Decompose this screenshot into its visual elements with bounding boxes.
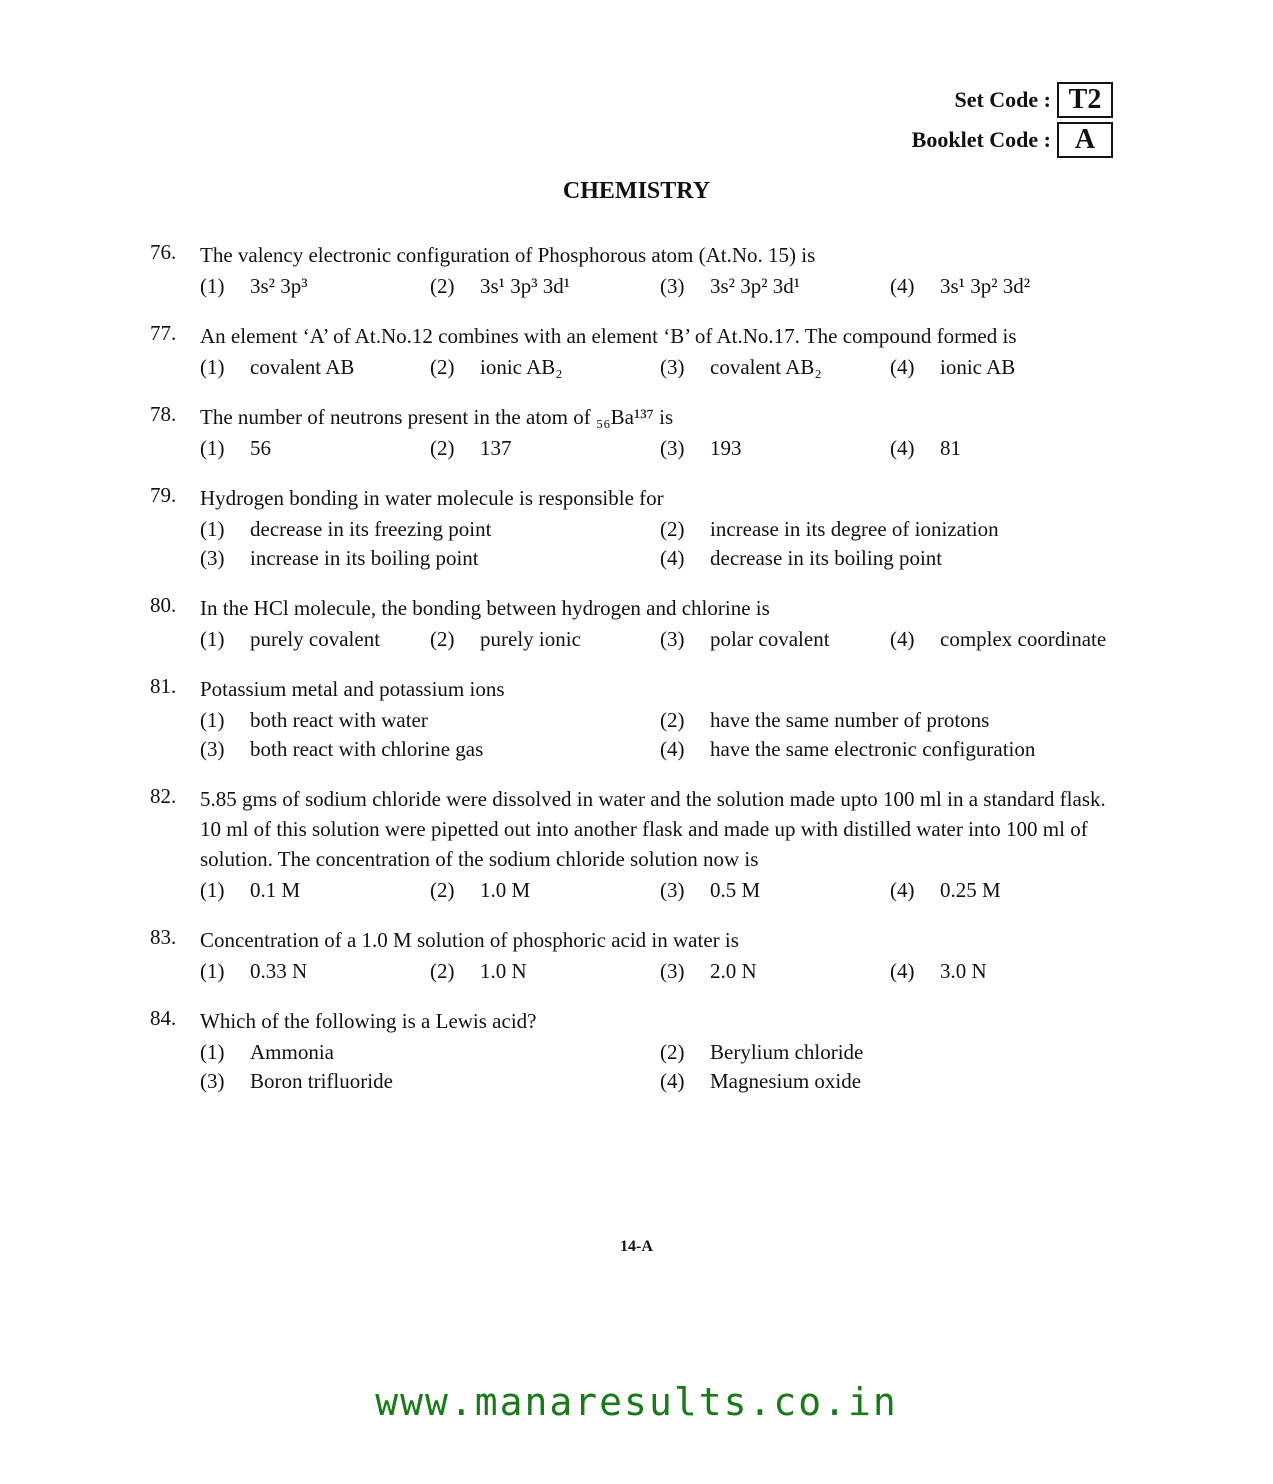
option-number: (1) <box>200 627 225 651</box>
question-text: Potassium metal and potassium ions <box>200 677 505 701</box>
answer-option[interactable] <box>200 878 430 903</box>
option-number: (2) <box>430 627 455 651</box>
code-block <box>912 82 1113 162</box>
option-text: 81 <box>940 436 961 460</box>
option-text: Ammonia <box>250 1040 334 1064</box>
answer-option[interactable] <box>660 1040 1120 1065</box>
question-head <box>150 402 1120 432</box>
answer-option[interactable] <box>200 1040 660 1065</box>
question-number: 84. <box>150 1006 177 1030</box>
option-text: 1.0 N <box>480 959 527 983</box>
option-text: have the same number of protons <box>710 708 990 732</box>
answer-option[interactable] <box>200 546 660 571</box>
question-head <box>150 593 1120 623</box>
question-number: 78. <box>150 402 177 426</box>
question-head <box>150 321 1120 351</box>
set-code-box: T2 <box>1057 82 1113 118</box>
answer-option[interactable] <box>660 546 1120 571</box>
option-text: 3s² 3p³ <box>250 274 308 298</box>
booklet-code-label: Booklet Code : <box>911 127 1051 152</box>
option-text: complex coordinate <box>940 627 1107 651</box>
answer-option[interactable] <box>430 959 660 984</box>
option-list <box>200 1040 1120 1094</box>
option-text: polar covalent <box>710 627 830 651</box>
option-text: both react with chlorine gas <box>250 737 484 761</box>
option-number: (1) <box>200 708 225 732</box>
set-code-row <box>912 82 1113 118</box>
answer-option[interactable] <box>200 708 660 733</box>
answer-option[interactable] <box>200 959 430 984</box>
option-text: decrease in its freezing point <box>250 517 492 541</box>
option-number: (4) <box>890 878 915 902</box>
option-number: (3) <box>200 1069 225 1093</box>
option-number: (2) <box>660 517 685 541</box>
question-head <box>150 1006 1120 1036</box>
option-text: 0.25 M <box>940 878 1001 902</box>
answer-option[interactable] <box>200 627 430 652</box>
option-text: decrease in its boiling point <box>710 546 943 570</box>
answer-option[interactable] <box>660 959 890 984</box>
option-list <box>200 959 1120 984</box>
answer-option[interactable] <box>660 627 890 652</box>
question-text: Which of the following is a Lewis acid? <box>200 1009 537 1033</box>
option-number: (3) <box>660 274 685 298</box>
question-number: 80. <box>150 593 177 617</box>
option-list <box>200 627 1120 652</box>
question-item <box>150 483 1120 571</box>
option-number: (4) <box>890 627 915 651</box>
option-number: (1) <box>200 274 225 298</box>
question-item <box>150 784 1120 903</box>
question-number: 79. <box>150 483 177 507</box>
option-number: (1) <box>200 436 225 460</box>
answer-option[interactable] <box>200 436 430 461</box>
option-text: 1.0 M <box>480 878 531 902</box>
option-number: (2) <box>660 708 685 732</box>
answer-option[interactable] <box>660 737 1120 762</box>
option-text: ionic AB₂ <box>480 355 563 379</box>
set-code-label: Set Code : <box>954 87 1051 112</box>
option-text: purely ionic <box>480 627 581 651</box>
option-list <box>200 708 1120 762</box>
question-head <box>150 925 1120 955</box>
question-number: 77. <box>150 321 177 345</box>
question-text: 5.85 gms of sodium chloride were dissolved in water and the solution made upto 100 ml in a standard flask. 10 ml of this solution were pipetted out into another flask and made up with distilled water into 100 ml of solution. The concentration of the sodium chloride solution now is <box>200 787 1106 871</box>
answer-option[interactable] <box>660 436 890 461</box>
question-text: Concentration of a 1.0 M solution of phosphoric acid in water is <box>200 928 739 952</box>
option-number: (1) <box>200 517 225 541</box>
answer-option[interactable] <box>430 627 660 652</box>
option-number: (1) <box>200 878 225 902</box>
option-number: (3) <box>660 355 685 379</box>
answer-option[interactable] <box>890 878 1120 903</box>
question-text: The valency electronic configuration of Phosphorous atom (At.No. 15) is <box>200 243 816 267</box>
option-number: (4) <box>890 355 915 379</box>
option-number: (1) <box>200 355 225 379</box>
question-item <box>150 1006 1120 1094</box>
question-head <box>150 483 1120 513</box>
option-text: 3.0 N <box>940 959 987 983</box>
option-text: 137 <box>480 436 512 460</box>
answer-option[interactable] <box>890 627 1120 652</box>
option-number: (2) <box>430 878 455 902</box>
option-list <box>200 878 1120 903</box>
question-head <box>150 784 1120 874</box>
option-text: 2.0 N <box>710 959 757 983</box>
option-number: (4) <box>890 274 915 298</box>
option-text: Magnesium oxide <box>710 1069 862 1093</box>
option-number: (4) <box>660 546 685 570</box>
question-item <box>150 674 1120 762</box>
option-text: have the same electronic configuration <box>710 737 1036 761</box>
option-number: (4) <box>660 737 685 761</box>
option-list <box>200 355 1120 380</box>
subject-title: CHEMISTRY <box>562 178 711 204</box>
option-number: (3) <box>660 627 685 651</box>
question-head <box>150 240 1120 270</box>
option-text: 3s¹ 3p³ 3d¹ <box>480 274 571 298</box>
option-text: purely covalent <box>250 627 381 651</box>
answer-option[interactable] <box>890 274 1120 299</box>
question-item <box>150 240 1120 299</box>
answer-option[interactable] <box>430 355 660 380</box>
question-number: 83. <box>150 925 177 949</box>
booklet-code-box: A <box>1057 122 1113 158</box>
option-number: (2) <box>430 355 455 379</box>
answer-option[interactable] <box>660 355 890 380</box>
question-text: The number of neutrons present in the atom of ₅₆Ba¹³⁷ is <box>200 405 674 429</box>
option-text: Berylium chloride <box>710 1040 864 1064</box>
option-number: (3) <box>200 546 225 570</box>
answer-option[interactable] <box>430 274 660 299</box>
answer-option[interactable] <box>660 708 1120 733</box>
question-text: An element ‘A’ of At.No.12 combines with an element ‘B’ of At.No.17. The compound formed is <box>200 324 1017 348</box>
answer-option[interactable] <box>430 878 660 903</box>
question-item <box>150 593 1120 652</box>
option-number: (2) <box>430 436 455 460</box>
question-number: 81. <box>150 674 177 698</box>
option-text: increase in its boiling point <box>250 546 479 570</box>
option-number: (3) <box>660 878 685 902</box>
option-number: (3) <box>660 436 685 460</box>
answer-option[interactable] <box>890 959 1120 984</box>
option-number: (3) <box>200 737 225 761</box>
option-number: (1) <box>200 1040 225 1064</box>
option-number: (2) <box>660 1040 685 1064</box>
page-number: 14-A <box>620 1238 653 1255</box>
question-number: 82. <box>150 784 177 808</box>
answer-option[interactable] <box>660 878 890 903</box>
answer-option[interactable] <box>200 355 430 380</box>
answer-option[interactable] <box>660 517 1120 542</box>
option-number: (4) <box>660 1069 685 1093</box>
question-head <box>150 674 1120 704</box>
answer-option[interactable] <box>890 436 1120 461</box>
option-text: 56 <box>250 436 271 460</box>
website-watermark[interactable]: www.manaresults.co.in <box>375 1380 898 1424</box>
question-text: In the HCl molecule, the bonding between hydrogen and chlorine is <box>200 596 770 620</box>
answer-option[interactable] <box>200 737 660 762</box>
option-list <box>200 517 1120 571</box>
option-text: 0.5 M <box>710 878 761 902</box>
option-number: (4) <box>890 436 915 460</box>
answer-option[interactable] <box>660 1069 1120 1094</box>
option-text: 3s² 3p² 3d¹ <box>710 274 801 298</box>
option-number: (2) <box>430 959 455 983</box>
question-item <box>150 402 1120 461</box>
option-number: (4) <box>890 959 915 983</box>
option-text: 0.33 N <box>250 959 308 983</box>
booklet-code-row <box>912 122 1113 158</box>
option-text: 3s¹ 3p² 3d² <box>940 274 1031 298</box>
option-list <box>200 274 1120 299</box>
question-number: 76. <box>150 240 177 264</box>
option-text: covalent AB₂ <box>710 355 822 379</box>
answer-option[interactable] <box>200 1069 660 1094</box>
answer-option[interactable] <box>660 274 890 299</box>
option-text: Boron trifluoride <box>250 1069 393 1093</box>
option-text: 0.1 M <box>250 878 301 902</box>
question-text: Hydrogen bonding in water molecule is responsible for <box>200 486 664 510</box>
option-text: 193 <box>710 436 742 460</box>
answer-option[interactable] <box>430 436 660 461</box>
option-text: increase in its degree of ionization <box>710 517 999 541</box>
answer-option[interactable] <box>890 355 1120 380</box>
answer-option[interactable] <box>200 274 430 299</box>
option-text: both react with water <box>250 708 428 732</box>
option-number: (3) <box>660 959 685 983</box>
question-list <box>150 240 1120 1116</box>
option-text: ionic AB <box>940 355 1016 379</box>
option-list <box>200 436 1120 461</box>
question-item <box>150 321 1120 380</box>
option-number: (1) <box>200 959 225 983</box>
answer-option[interactable] <box>200 517 660 542</box>
option-text: covalent AB <box>250 355 355 379</box>
option-number: (2) <box>430 274 455 298</box>
question-item <box>150 925 1120 984</box>
